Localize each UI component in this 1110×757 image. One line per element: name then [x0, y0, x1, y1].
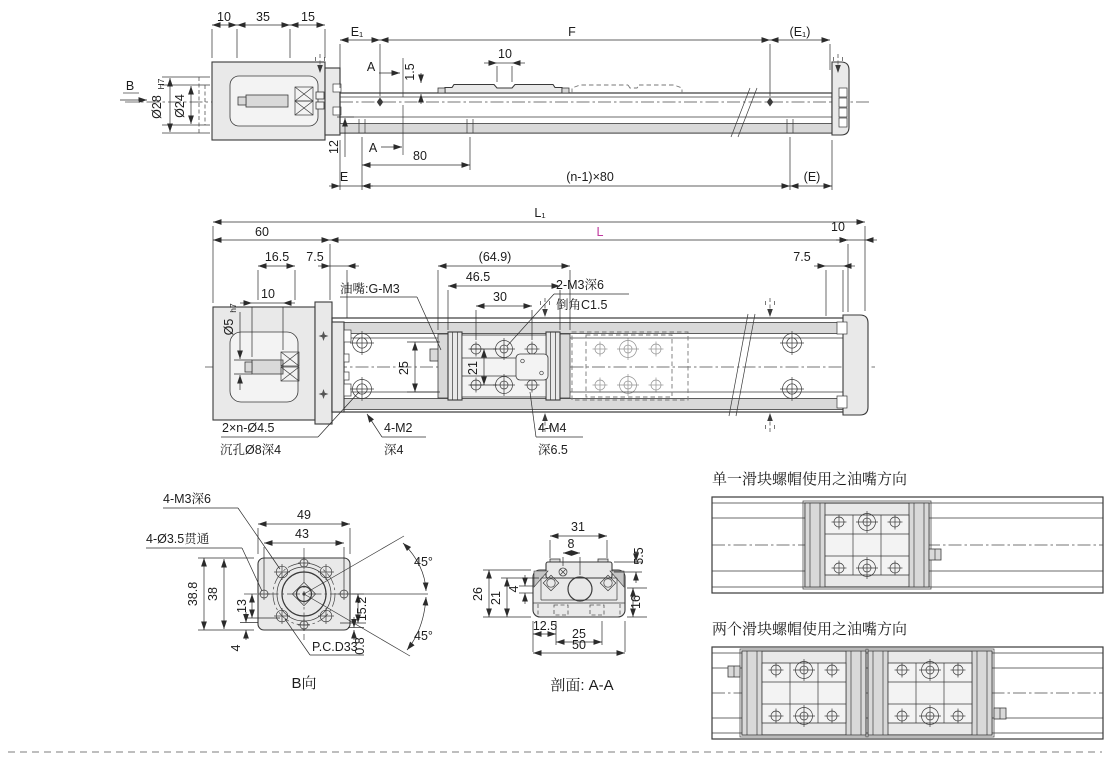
dim-15: 15	[301, 10, 315, 24]
dim-16: 16	[629, 595, 643, 609]
dim-25: 25	[397, 361, 411, 375]
dim-7-5-left: 7.5	[306, 250, 324, 264]
detail-title-single: 单一滑块螺帽使用之油嘴方向	[712, 471, 908, 488]
dim-30: 30	[493, 290, 507, 304]
dim-12-5: 12.5	[532, 619, 558, 633]
dim-12: 12	[327, 140, 341, 154]
dim-26: 26	[471, 587, 485, 601]
dim-4: 4	[229, 644, 243, 652]
dim-n80: (n-1)×80	[566, 170, 614, 184]
dim-13: 13	[235, 599, 249, 613]
counterbore-hole	[350, 331, 374, 355]
side-elevation-view	[120, 10, 872, 190]
through-hole-label: 4-Ø3.5贯通	[146, 532, 210, 546]
dim-1-5: 1.5	[403, 63, 417, 81]
holes-label-1: 2×n-Ø4.5	[222, 421, 275, 435]
dim-60: 60	[255, 225, 269, 239]
section-aa-view	[471, 520, 647, 694]
carriage-phantom	[572, 85, 682, 93]
dim-80: 80	[413, 149, 427, 163]
dim-5-5: 5.5	[632, 547, 646, 565]
counterbore-hole	[780, 377, 804, 401]
dim-21: 21	[466, 361, 480, 375]
dim-64-9: (64.9)	[478, 250, 512, 264]
rail-plan	[332, 298, 868, 432]
dim-f: F	[568, 25, 576, 39]
counterbore-hole	[350, 377, 374, 401]
dim-50: 50	[572, 638, 586, 652]
dim-31: 31	[571, 520, 585, 534]
dim-dia5-tol: h7	[228, 303, 238, 313]
view-b-label: B	[125, 79, 135, 93]
rail-body	[340, 88, 832, 137]
dim-8: 8	[567, 537, 575, 551]
dim-4: 4	[507, 585, 521, 593]
dim-dia28-tol: H7	[156, 78, 166, 90]
section-aa-caption: 剖面: A-A	[550, 677, 614, 694]
dim-43: 43	[295, 527, 309, 541]
nut-block	[516, 354, 548, 380]
holes-label-2: 沉孔Ø8深4	[220, 443, 282, 457]
slider-phantom-plan	[572, 332, 688, 400]
dim-10-shaft: 10	[261, 287, 275, 301]
dim-46-5: 46.5	[465, 270, 491, 284]
pcd-label: P.C.D33	[312, 640, 358, 654]
dim-l: L	[596, 225, 604, 239]
dim-e: E	[339, 170, 349, 184]
plan-view	[205, 206, 877, 457]
m2-label-1: 4-M2	[384, 421, 413, 435]
m4-label-2: 深6.5	[538, 443, 568, 457]
section-a-top: A	[366, 60, 376, 74]
m3-holes-label: 2-M3深6	[556, 278, 604, 292]
oil-nipple-label: 油嘴:G-M3	[340, 282, 400, 296]
motor-block	[162, 54, 341, 140]
dim-35: 35	[256, 10, 270, 24]
dim-16-5: 16.5	[264, 250, 290, 264]
slider-plan	[430, 332, 570, 400]
dim-49: 49	[297, 508, 311, 522]
dim-dia28: Ø28	[150, 95, 164, 119]
dim-l1: L₁	[534, 206, 546, 220]
end-plate	[832, 54, 849, 135]
carriage	[438, 85, 569, 94]
dim-25: 25	[572, 627, 586, 641]
b-direction-view	[146, 492, 433, 692]
dim-10-slider: 10	[498, 47, 512, 61]
m3-depth-label: 4-M3深6	[163, 492, 211, 506]
dim-45-bottom: 45°	[414, 629, 433, 643]
b-view-caption: B向	[291, 675, 317, 692]
dim-e1-paren: (E₁)	[789, 25, 811, 39]
dim-38-8: 38.8	[186, 581, 200, 607]
bearing-flange	[325, 68, 340, 135]
detail-view-single-slider	[712, 471, 1103, 593]
section-a-bottom: A	[368, 141, 378, 155]
dim-0-8: 0.8	[353, 637, 367, 655]
counterbore-hole	[780, 331, 804, 355]
detail-title-double: 两个滑块螺帽使用之油嘴方向	[712, 621, 908, 638]
dim-10-left: 10	[217, 10, 231, 24]
dim-e1: E₁	[350, 25, 364, 39]
dim-45-top: 45°	[414, 555, 433, 569]
dim-7-5-right: 7.5	[793, 250, 811, 264]
dim-dia24: Ø24	[173, 94, 187, 118]
dim-10-right: 10	[831, 220, 845, 234]
dim-38: 38	[206, 587, 220, 601]
m2-label-2: 深4	[384, 443, 404, 457]
m4-label-1: 4-M4	[538, 421, 567, 435]
dim-e-paren: (E)	[803, 170, 821, 184]
detail-view-double-slider	[712, 621, 1103, 739]
dim-15-2: 15.2	[355, 596, 369, 622]
dim-dia5: Ø5	[222, 318, 236, 336]
chamfer-label: 倒角C1.5	[556, 298, 608, 312]
dim-21: 21	[489, 591, 503, 605]
